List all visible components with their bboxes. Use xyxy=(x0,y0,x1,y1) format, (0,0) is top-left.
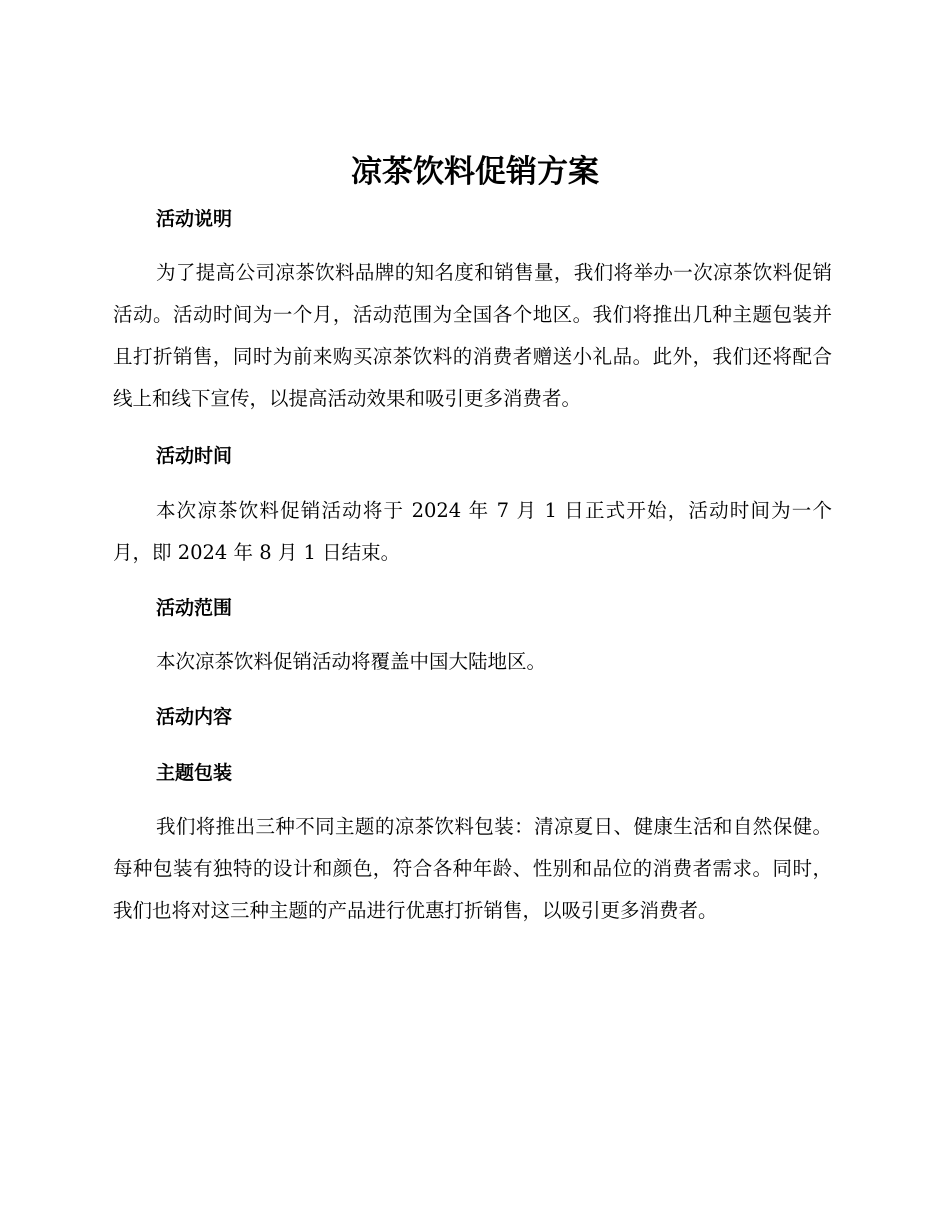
document-title: 凉茶饮料促销方案 xyxy=(351,154,599,190)
section-body-description: 为了提高公司凉茶饮料品牌的知名度和销售量，我们将举办一次凉茶饮料促销活动。活动时间为一个月，活动范围为全国各个地区。我们将推出几种主题包装并且打折销售，同时为前来购买凉茶饮料的消费者赠送小礼品。此外，我们还将配合线上和线下宣传，以提高活动效果和吸引更多消费者。 xyxy=(113,261,832,410)
section-body-scope: 本次凉茶饮料促销活动将覆盖中国大陆地区。 xyxy=(156,650,547,673)
section-body-time: 本次凉茶饮料促销活动将于 2024 年 7 月 1 日正式开始，活动时间为一个月，即 2024 年 8 月 1 日结束。 xyxy=(113,499,832,564)
section-heading-content: 活动内容 xyxy=(156,706,233,728)
section-heading-scope: 活动范围 xyxy=(156,597,233,619)
section-heading-packaging: 主题包装 xyxy=(156,762,233,784)
section-heading-time: 活动时间 xyxy=(156,445,233,467)
section-body-packaging: 我们将推出三种不同主题的凉茶饮料包装：清凉夏日、健康生活和自然保健。每种包装有独特的设计和颜色，符合各种年龄、性别和品位的消费者需求。同时，我们也将对这三种主题的产品进行优惠打折销售，以吸引更多消费者。 xyxy=(113,815,832,922)
section-heading-description: 活动说明 xyxy=(156,208,233,230)
